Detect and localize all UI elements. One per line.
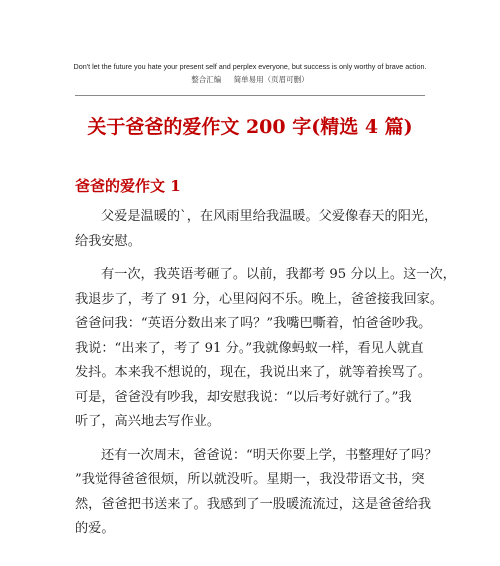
- paragraph-line: 我说：“出来了，考了 91 分。”我就像蚂蚁一样，看见人就直: [75, 340, 424, 356]
- paragraph-line: 给我安慰。: [75, 233, 141, 249]
- document-title: 关于爸爸的爱作文 200 字(精选 4 篇): [87, 116, 413, 138]
- paragraph-line: 可是，爸爸没有吵我，却安慰我说：“以后考好就行了。”我: [75, 389, 412, 405]
- paragraph-line: 我退步了，考了 91 分，心里闷闷不乐。晚上，爸爸接我回家。: [75, 291, 444, 307]
- paragraph-line: 的爱。: [75, 521, 115, 536]
- paragraph-line: 父爱是温暖的`，在风雨里给我温暖。父爱像春天的阳光，: [101, 209, 438, 224]
- header-divider: [75, 95, 425, 96]
- paragraph-line: 听了，高兴地去写作业。: [75, 414, 221, 429]
- paragraph-line: 发抖。本来我不想说的，现在，我说出来了，就等着挨骂了。: [75, 365, 432, 380]
- paragraph: [75, 263, 456, 435]
- paragraph-line: 爸爸问我：“英语分数出来了吗？”我嘴巴嘶着，怕爸爸吵我。: [75, 316, 432, 331]
- paragraph: [75, 444, 438, 542]
- header-subtitle: [0, 74, 500, 85]
- header-sub-left: 整合汇编: [191, 75, 222, 84]
- paragraph-line: 然，爸爸把书送来了。我感到了一股暖流流过，这是爸爸给我: [75, 496, 432, 512]
- section-title: 爸爸的爱作文 1: [75, 177, 181, 195]
- body-text: [75, 205, 456, 551]
- paragraph-line: 有一次，我英语考砸了。以前，我都考 95 分以上。这一次，: [101, 267, 456, 282]
- paragraph: [75, 205, 438, 254]
- paragraph-line: ”我觉得爸爸很烦，所以就没听。星期一，我没带语文书，突: [75, 472, 425, 487]
- header-quote: Don't let the future you hate your present self and perplex everyone, but success is only worthy of brave action.: [73, 62, 427, 71]
- paragraph-line: 还有一次周末，爸爸说：“明天你要上学，书整理好了吗？: [101, 447, 438, 463]
- header-sub-right: 简单易用（页眉可删）: [233, 75, 309, 84]
